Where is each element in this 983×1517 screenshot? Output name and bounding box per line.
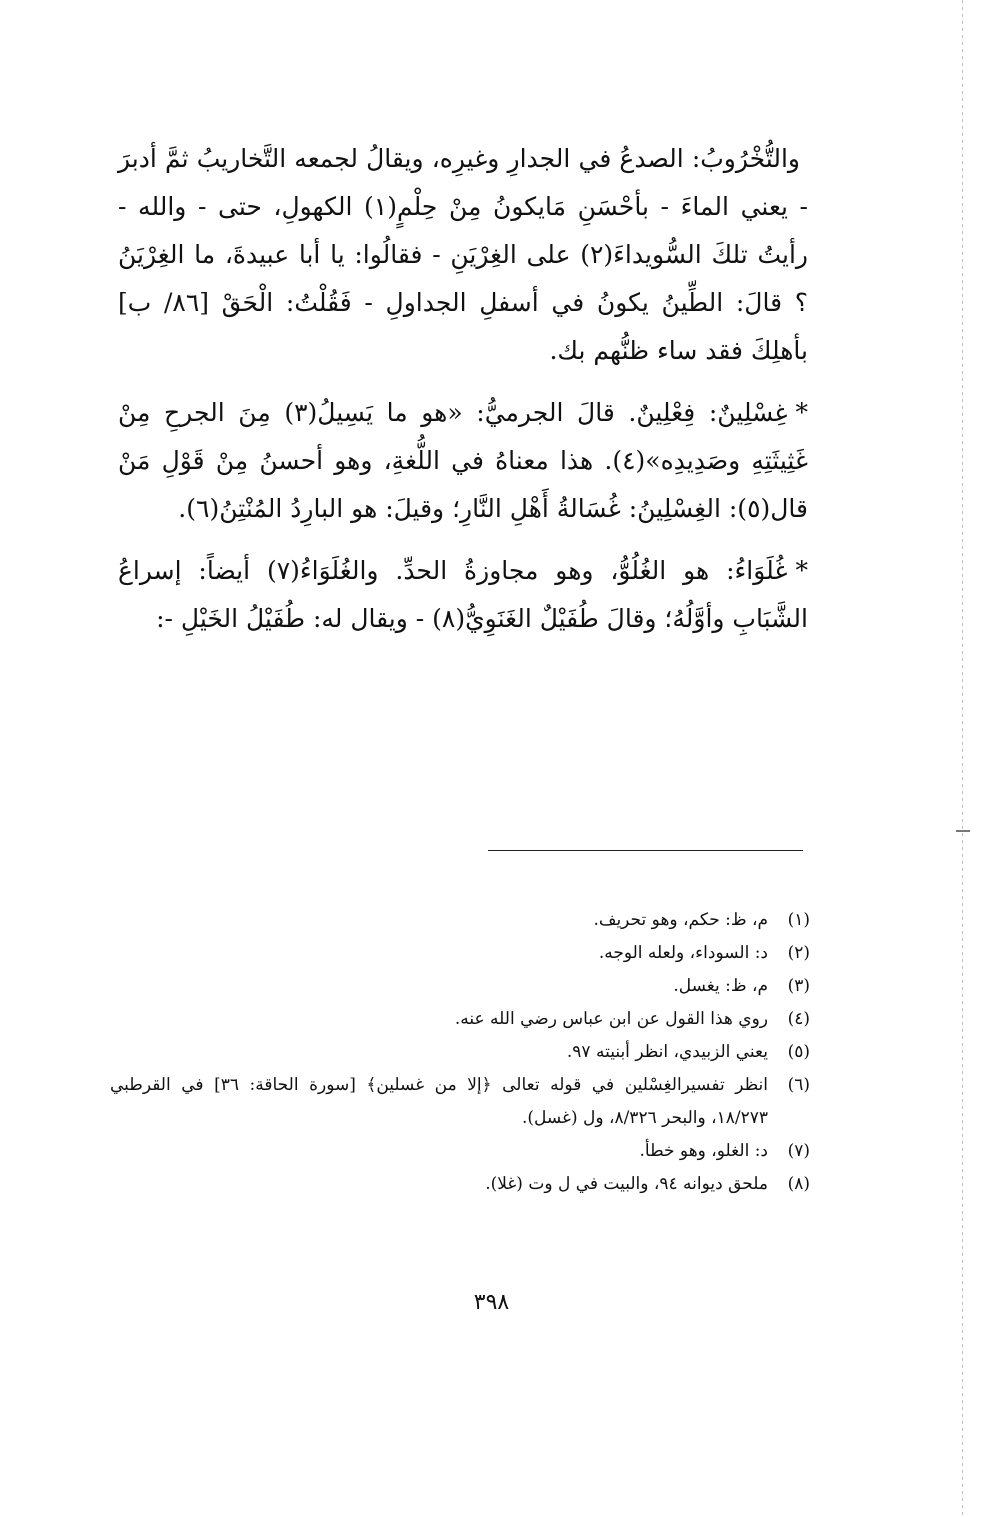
footnote-number: (٦) (787, 1075, 810, 1095)
footnote-item (110, 1003, 810, 1036)
paragraph-text: غُلَوَاءُ: هو الغُلُوُّ، وهو مجاوزةُ الحدِّ. والغُلَوَاءُ(٧) أيضاً: إسراعُ الشَّبَابِ وأوَّلُهُ؛ وقالَ طُفَيْلٌ الغَنَوِيُّ(٨) - ويقال له: طُفَيْلُ الخَيْلِ -: (118, 556, 808, 633)
footnote-item (110, 1036, 810, 1069)
main-text (118, 135, 808, 657)
footnote-text: م، ظ: حكم، وهو تحريف. (593, 910, 768, 930)
footnote-text: د: السوداء، ولعله الوجه. (598, 943, 768, 963)
footnote-number: (٤) (787, 1009, 810, 1029)
footnote-number: (٨) (787, 1174, 810, 1194)
footnote-item (110, 937, 810, 970)
entry-marker: * (795, 556, 808, 585)
footnote-item (110, 1135, 810, 1168)
paragraph-3 (118, 547, 808, 643)
footnote-item (110, 1168, 810, 1201)
page-edge-tick (956, 830, 970, 832)
footnote-separator (488, 850, 803, 851)
footnote-text: ملحق ديوانه ٩٤، والبيت في ل وت (غلا). (485, 1174, 768, 1194)
footnote-text: روي هذا القول عن ابن عباس رضي الله عنه. (454, 1009, 768, 1029)
footnote-item (110, 904, 810, 937)
entry-marker: * (795, 398, 808, 427)
footnote-number: (٢) (787, 943, 810, 963)
footnotes-list (110, 904, 810, 1201)
footnote-item (110, 1069, 810, 1135)
footnote-item (110, 970, 810, 1003)
footnote-number: (٥) (787, 1042, 810, 1062)
paragraph-2 (118, 389, 808, 533)
page-number: ٣٩٨ (473, 1290, 510, 1315)
footnote-text: د: الغلو، وهو خطأ. (639, 1141, 768, 1161)
footnote-text: انظر تفسيرالغِسْلين في قوله تعالى ﴿إلا من غسلين﴾ [سورة الحاقة: ٣٦] في القرطبي ١٨/٢٧٣، والبحر ٨/٣٢٦، ول (غسل). (110, 1075, 768, 1128)
footnote-number: (٣) (787, 976, 810, 996)
footnote-text: م، ظ: يغسل. (673, 976, 768, 996)
paragraph-text: والتُّخْرُوبُ: الصدعُ في الجدارِ وغيرِه، ويقالُ لجمعه التَّخاريبُ ثمَّ أدبرَ - يعني الماءَ - بأحْسَنِ مَايكونُ مِنْ حِلْمٍ(١) الكهولِ، حتى - والله - رأيتُ تلكَ السُّويداءَ(٢) على الغِرْيَنِ - فقالُوا: يا أبا عبيدةَ، ما الغِرْيَنُ ؟ قالَ: الطِّينُ يكونُ في أسفلِ الجداولِ - فَقُلْتُ: الْحَقْ [٨٦/ ب] بأهلِكَ فقد ساء ظنُّهم بك. (118, 144, 809, 365)
footnote-number: (٧) (787, 1141, 810, 1161)
footnote-number: (١) (787, 910, 810, 930)
footnote-text: يعني الزبيدي، انظر أبنيته ٩٧. (566, 1042, 768, 1062)
paragraph-1 (118, 135, 808, 375)
paragraph-text: غِسْلِينٌ: فِعْلِينٌ. قالَ الجرميُّ: «هو ما يَسِيلُ(٣) مِنَ الجرحِ مِنْ غَثِيثَتِهِ وصَدِيدِه»(٤). هذا معناهُ في اللُّغةِ، وهو أحسنُ مِنْ قَوْلِ مَنْ قال(٥): الغِسْلِينُ: غُسَالةُ أَهْلِ النَّارِ؛ وقيلَ: هو البارِدُ المُنْتِنُ(٦). (118, 398, 808, 523)
